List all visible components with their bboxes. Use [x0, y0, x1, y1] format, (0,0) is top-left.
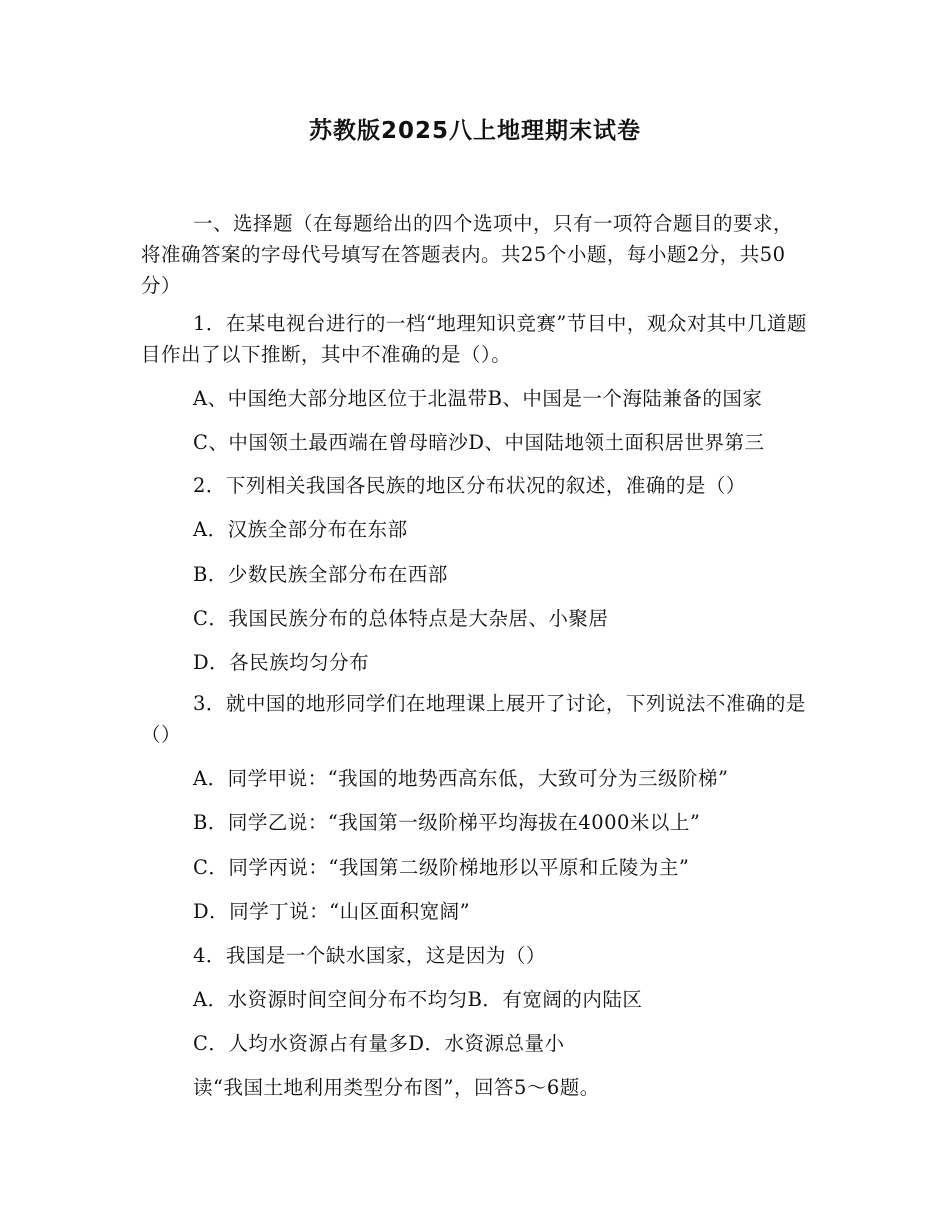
- question-3-option-b: B．同学乙说：“我国第一级阶梯平均海拔在4000米以上”: [193, 811, 701, 834]
- question-4-stem: 4．我国是一个缺水国家，这是因为（）: [193, 944, 546, 967]
- question-3-option-c: C．同学丙说：“我国第二级阶梯地形以平原和丘陵为主”: [193, 856, 690, 879]
- map-reading-prompt: 读“我国土地利用类型分布图”，回答5～6题。: [193, 1076, 600, 1099]
- question-1-stem: 1．在某电视台进行的一档“地理知识竞赛”节目中，观众对其中几道题目作出了以下推断，其中不准确的是（）。: [141, 312, 807, 366]
- question-4-options-line-2: C．人均水资源占有量多D．水资源总量小: [193, 1032, 565, 1055]
- question-3-option-d: D．同学丁说：“山区面积宽阔”: [193, 900, 471, 923]
- question-1-options-line-1: A、中国绝大部分地区位于北温带B、中国是一个海陆兼备的国家: [193, 387, 763, 410]
- question-1-options-line-2: C、中国领土最西端在曾母暗沙D、中国陆地领土面积居世界第三: [193, 431, 765, 454]
- question-2-stem: 2．下列相关我国各民族的地区分布状况的叙述，准确的是（）: [193, 474, 746, 497]
- question-2-option-d: D．各民族均匀分布: [193, 651, 370, 674]
- page-title: 苏教版2025八上地理期末试卷: [308, 118, 641, 144]
- question-2-option-a: A．汉族全部分布在东部: [193, 518, 408, 541]
- question-2-option-c: C．我国民族分布的总体特点是大杂居、小聚居: [193, 607, 609, 630]
- question-4-options-line-1: A．水资源时间空间分布不均匀B．有宽阔的内陆区: [193, 988, 643, 1011]
- section-intro: 一、选择题（在每题给出的四个选项中，只有一项符合题目的要求，将准确答案的字母代号填写在答题表内。共25个小题，每小题2分，共50分）: [141, 212, 794, 297]
- question-2-option-b: B．少数民族全部分布在西部: [193, 563, 448, 586]
- question-3-option-a: A．同学甲说：“我国的地势西高东低，大致可分为三级阶梯”: [193, 767, 729, 790]
- question-3-stem: 3．就中国的地形同学们在地理课上展开了讨论，下列说法不准确的是（）: [141, 692, 806, 746]
